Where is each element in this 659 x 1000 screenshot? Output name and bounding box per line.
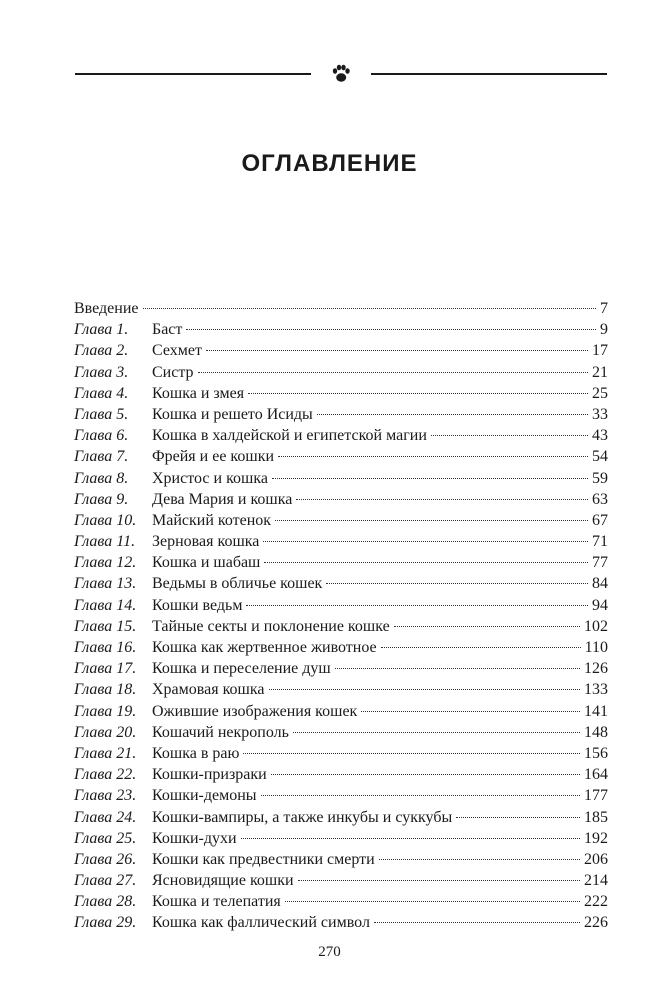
toc-entry-title: Фрейя и ее кошки [152,448,275,466]
toc-page-number: 192 [584,829,608,847]
toc-entry [74,489,608,510]
table-of-contents [74,298,608,934]
toc-leader-dots [298,880,580,881]
toc-leader-dots [143,308,597,309]
toc-leader-dots [246,605,588,606]
toc-entry [74,446,608,467]
toc-entry [74,573,608,594]
toc-page-number: 17 [592,342,608,360]
toc-chapter-number: Глава 26. [74,850,137,868]
toc-entry-title: Кошки-вампиры, а также инкубы и суккубы [152,808,453,826]
toc-entry [74,383,608,404]
toc-leader-dots [186,329,596,330]
toc-chapter-number: Глава 16. [74,639,137,656]
toc-page-number: 133 [584,681,608,699]
toc-leader-dots [263,541,588,542]
toc-entry-title: Кошка как фаллический символ [152,914,370,932]
toc-entry-title: Кошка и шабаш [152,554,261,572]
paw-print-icon [329,62,353,86]
toc-entry [74,552,608,573]
toc-entry-title: Дева Мария и кошка [152,490,293,508]
toc-chapter-number: Глава 4. [74,384,129,402]
toc-entry-title: Кошка в раю [152,744,240,762]
toc-chapter-number: Глава 10. [74,511,137,529]
toc-leader-dots [317,414,588,415]
toc-entry-title: Кошки-духи [152,829,237,847]
toc-page-number: 33 [592,405,608,423]
toc-leader-dots [285,901,580,902]
toc-chapter-number: Глава 9. [74,490,129,508]
ornament-rule-left [75,73,311,75]
toc-page-number: 54 [592,448,608,466]
toc-chapter-number: Глава 12. [74,554,137,572]
toc-leader-dots [381,647,581,648]
toc-entry [74,637,608,658]
toc-leader-dots [431,435,588,436]
toc-page-number: 84 [592,575,608,593]
toc-entry-title: Ясновидящие кошки [152,872,294,890]
toc-entry-title: Кошка и переселение душ [152,660,331,678]
toc-leader-dots [261,795,580,796]
toc-entry [74,404,608,425]
toc-page-number: 177 [584,787,608,805]
toc-chapter-number: Глава 19. [74,702,137,720]
toc-leader-dots [293,732,580,733]
toc-leader-dots [374,922,580,923]
toc-chapter-number: Глава 22. [74,766,137,784]
toc-entry [74,891,608,912]
toc-entry-title: Тайные секты и поклонение кошке [152,617,390,635]
toc-leader-dots [278,456,588,457]
toc-entry [74,870,608,891]
toc-entry-title: Кошки-демоны [152,787,257,805]
toc-chapter-number: Глава 20. [74,723,137,741]
toc-page-number: 141 [584,702,608,720]
toc-entry-title: Кошки ведьм [152,596,243,614]
toc-entry [74,425,608,446]
toc-chapter-number: Глава 29. [74,914,137,932]
toc-leader-dots [241,838,580,839]
toc-entry [74,468,608,489]
toc-page-number: 126 [584,660,608,678]
toc-leader-dots [335,668,580,669]
toc-entry [74,319,608,340]
toc-leader-dots [248,393,588,394]
toc-entry [74,595,608,616]
toc-entry [74,340,608,361]
toc-chapter-number: Глава 15. [74,617,137,635]
toc-page-number: 185 [584,808,608,826]
toc-page-number: 25 [592,384,608,402]
toc-entry-title: Кошка в халдейской и египетской магии [152,427,427,445]
toc-entry-title: Зерновая кошка [152,533,260,551]
toc-entry-title: Кошачий некрополь [152,723,289,741]
toc-chapter-number: Глава 1. [74,321,129,339]
toc-entry-title: Ожившие изображения кошек [152,702,358,720]
toc-entry [74,510,608,531]
toc-page-number: 59 [592,469,608,487]
toc-chapter-number: Глава 3. [74,363,129,381]
toc-entry [74,531,608,552]
toc-page-number: 102 [584,617,608,635]
ornament-rule-right [371,73,607,75]
toc-entry [74,764,608,785]
toc-page-number: 214 [584,872,608,890]
toc-entry-title: Баст [152,321,183,339]
toc-chapter-number: Глава 8. [74,469,129,487]
toc-entry-title: Кошка и телепатия [152,893,281,911]
toc-entry-title: Кошка как жертвенное животное [152,639,377,656]
page-title: ОГЛАВЛЕНИЕ [241,150,418,177]
toc-leader-dots [394,626,580,627]
toc-entry [74,743,608,764]
toc-leader-dots [361,711,580,712]
toc-leader-dots [243,753,580,754]
toc-leader-dots [264,562,588,563]
toc-chapter-number: Глава 23. [74,787,137,805]
toc-chapter-number: Глава 6. [74,427,129,445]
toc-leader-dots [296,499,588,500]
toc-chapter-number: Глава 27. [74,872,137,890]
toc-entry [74,785,608,806]
toc-chapter-number: Глава 17. [74,660,137,678]
toc-entry [74,362,608,383]
toc-entry-title: Кошки-призраки [152,766,267,784]
toc-entry-title: Кошка и змея [152,384,245,402]
toc-page-number: 222 [584,893,608,911]
toc-page-number: 148 [584,723,608,741]
toc-page-number: 67 [592,511,608,529]
page-number: 270 [318,944,341,960]
toc-page-number: 9 [600,321,608,339]
toc-page-number: 164 [584,766,608,784]
toc-chapter-number: Глава 2. [74,342,129,360]
toc-leader-dots [271,774,580,775]
toc-entry-title: Сехмет [152,342,202,360]
toc-leader-dots [269,689,581,690]
toc-entry [74,298,608,319]
toc-page-number: 77 [592,554,608,572]
toc-leader-dots [206,350,588,351]
toc-entry [74,849,608,870]
toc-chapter-number: Глава 18. [74,681,137,699]
toc-leader-dots [275,520,588,521]
toc-page-number: 94 [592,596,608,614]
toc-entry [74,828,608,849]
toc-chapter-number: Глава 13. [74,575,137,593]
toc-page-number: 63 [592,490,608,508]
toc-chapter-number: Глава 21. [74,744,137,762]
toc-entry-title: Христос и кошка [152,469,268,487]
toc-chapter-number: Глава 14. [74,596,137,614]
header-ornament [75,62,607,86]
toc-entry-title: Кошки как предвестники смерти [152,850,375,868]
toc-chapter-number: Глава 11. [74,533,136,551]
toc-entry-title: Введение [74,300,139,317]
toc-page-number: 43 [592,427,608,445]
toc-entry [74,807,608,828]
toc-page-number: 21 [592,363,608,381]
toc-entry [74,722,608,743]
toc-page-number: 206 [584,850,608,868]
toc-leader-dots [456,817,580,818]
toc-page-number: 226 [584,914,608,932]
toc-chapter-number: Глава 5. [74,405,129,423]
toc-chapter-number: Глава 24. [74,808,137,826]
toc-page-number: 71 [592,533,608,551]
toc-entry [74,701,608,722]
toc-leader-dots [379,859,580,860]
toc-entry [74,912,608,933]
toc-entry-title: Систр [152,363,194,381]
toc-leader-dots [198,372,588,373]
toc-entry [74,616,608,637]
toc-entry [74,679,608,700]
toc-entry-title: Кошка и решето Исиды [152,405,313,423]
toc-entry-title: Ведьмы в обличье кошек [152,575,323,593]
toc-leader-dots [326,583,588,584]
toc-entry-title: Майский котенок [152,511,272,529]
toc-leader-dots [272,478,588,479]
toc-chapter-number: Глава 25. [74,829,137,847]
toc-page-number: 110 [584,639,608,656]
toc-chapter-number: Глава 28. [74,893,137,911]
toc-page-number: 156 [584,744,608,762]
toc-entry-title: Храмовая кошка [152,681,265,699]
toc-entry [74,658,608,679]
toc-page-number: 7 [600,300,608,317]
toc-chapter-number: Глава 7. [74,448,129,466]
